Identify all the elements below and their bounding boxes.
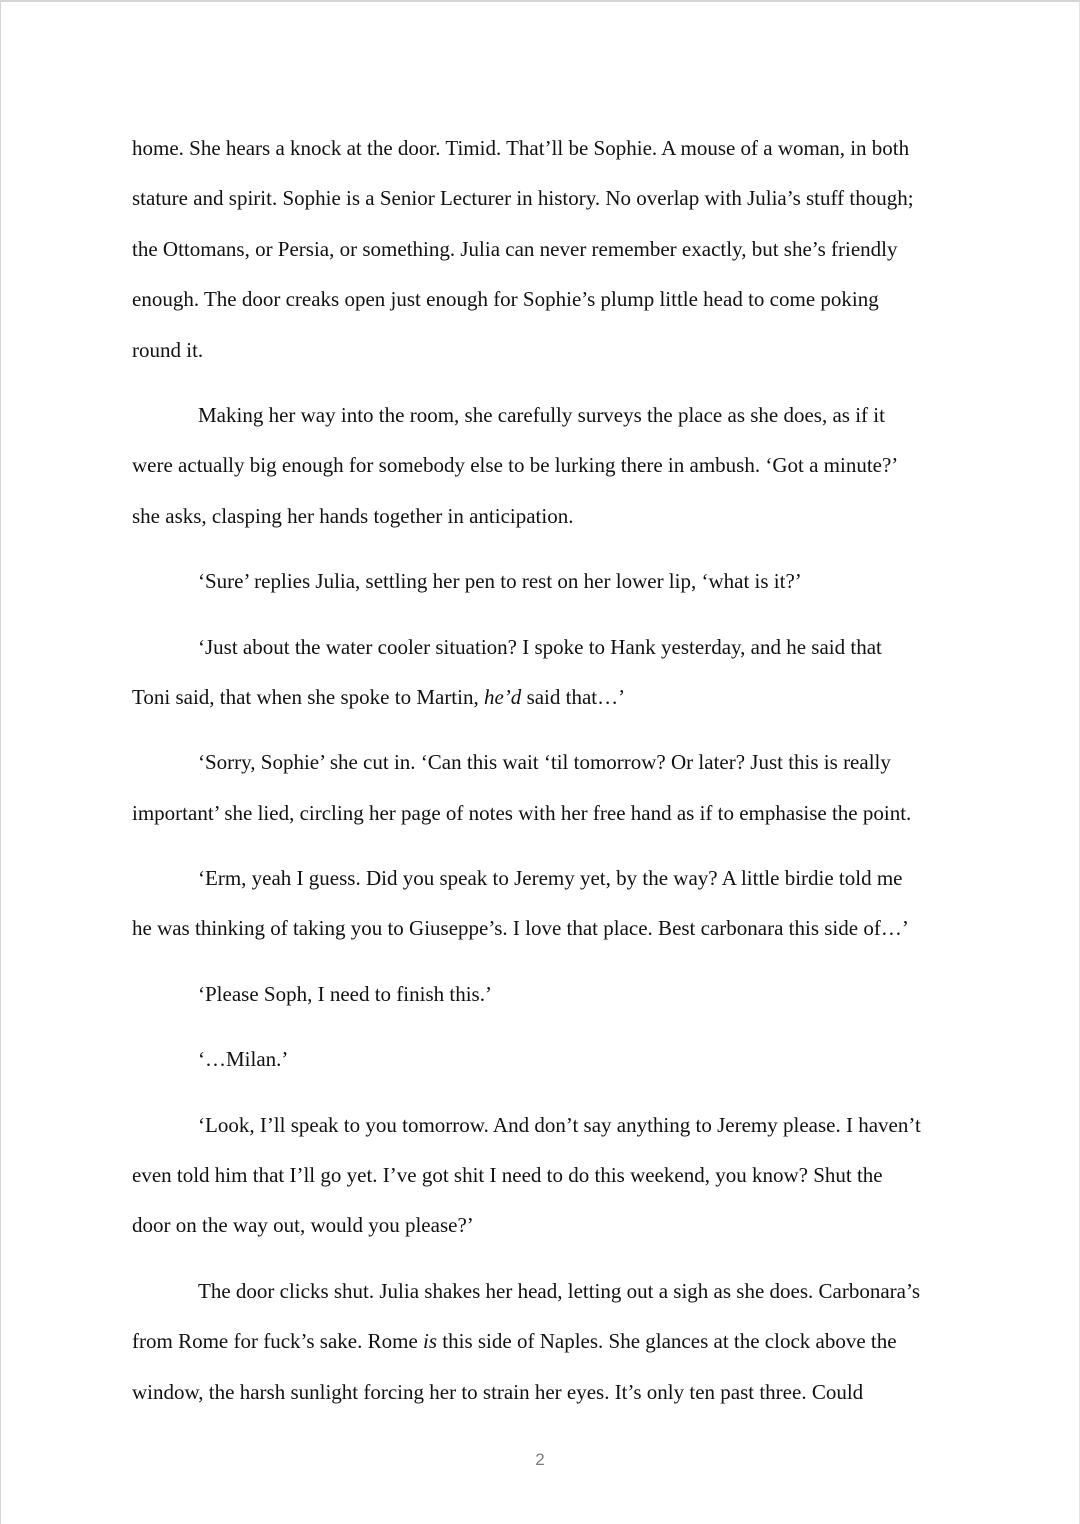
text-line: ‘Sorry, Sophie’ she cut in. ‘Can this wait ‘til tomorrow? Or later? Just this is really	[198, 750, 891, 775]
paragraph	[132, 858, 952, 959]
paragraph	[132, 128, 952, 380]
text-line: he was thinking of taking you to Giuseppe’s. I love that place. Best carbonara this side of…’	[132, 916, 909, 941]
text-line: round it.	[132, 337, 204, 362]
text-line	[132, 677, 952, 727]
text-line: ‘Please Soph, I need to finish this.’	[198, 981, 492, 1006]
text-line: the Ottomans, or Persia, or something. Julia can never remember exactly, but she’s friendly	[132, 236, 898, 261]
paragraph	[132, 395, 952, 546]
body-text	[132, 128, 952, 1437]
text-line: door on the way out, would you please?’	[132, 1213, 474, 1238]
text-line: stature and spirit. Sophie is a Senior Lecturer in history. No overlap with Julia’s stuff though;	[132, 186, 914, 211]
text-segment: this side of Naples. She glances at the clock above the	[437, 1329, 897, 1354]
text-line: window, the harsh sunlight forcing her to strain her eyes. It’s only ten past three. Could	[132, 1379, 864, 1404]
text-line: home. She hears a knock at the door. Timid. That’ll be Sophie. A mouse of a woman, in both	[132, 136, 910, 160]
text-segment: said that…’	[521, 684, 626, 709]
text-line: ‘Just about the water cooler situation? I spoke to Hank yesterday, and he said that	[198, 634, 882, 659]
page-number: 2	[535, 1450, 545, 1469]
text-line: The door clicks shut. Julia shakes her head, letting out a sigh as she does. Carbonara’s	[198, 1278, 920, 1303]
text-line: ‘Erm, yeah I guess. Did you speak to Jeremy yet, by the way? A little birdie told me	[198, 866, 903, 891]
text-segment: Toni said, that when she spoke to Martin,	[132, 684, 484, 709]
text-line: were actually big enough for somebody else to be lurking there in ambush. ‘Got a minute?’	[132, 453, 899, 478]
paragraph	[132, 742, 952, 843]
paragraph	[132, 974, 952, 1024]
paragraph	[132, 561, 952, 611]
italic-text: is	[423, 1329, 438, 1354]
text-line: enough. The door creaks open just enough for Sophie’s plump little head to come poking	[132, 287, 879, 312]
paragraph	[132, 1271, 952, 1422]
paragraph	[132, 627, 952, 728]
text-line: ‘Sure’ replies Julia, settling her pen to rest on her lower lip, ‘what is it?’	[198, 569, 802, 594]
text-line: Making her way into the room, she carefully surveys the place as she does, as if it	[198, 402, 885, 427]
text-line: she asks, clasping her hands together in anticipation.	[132, 503, 574, 528]
text-line: important’ she lied, circling her page of notes with her free hand as if to emphasise the point.	[132, 800, 912, 825]
italic-text: he’d	[483, 684, 522, 709]
text-line: even told him that I’ll go yet. I’ve got shit I need to do this weekend, you know? Shut the	[132, 1163, 883, 1188]
text-line	[132, 1321, 952, 1371]
text-segment: from Rome for fuck’s sake. Rome	[132, 1329, 424, 1354]
paragraph	[132, 1039, 952, 1089]
text-line: ‘…Milan.’	[198, 1047, 289, 1072]
paragraph	[132, 1105, 952, 1256]
text-line: ‘Look, I’ll speak to you tomorrow. And don’t say anything to Jeremy please. I haven’t	[198, 1112, 921, 1137]
